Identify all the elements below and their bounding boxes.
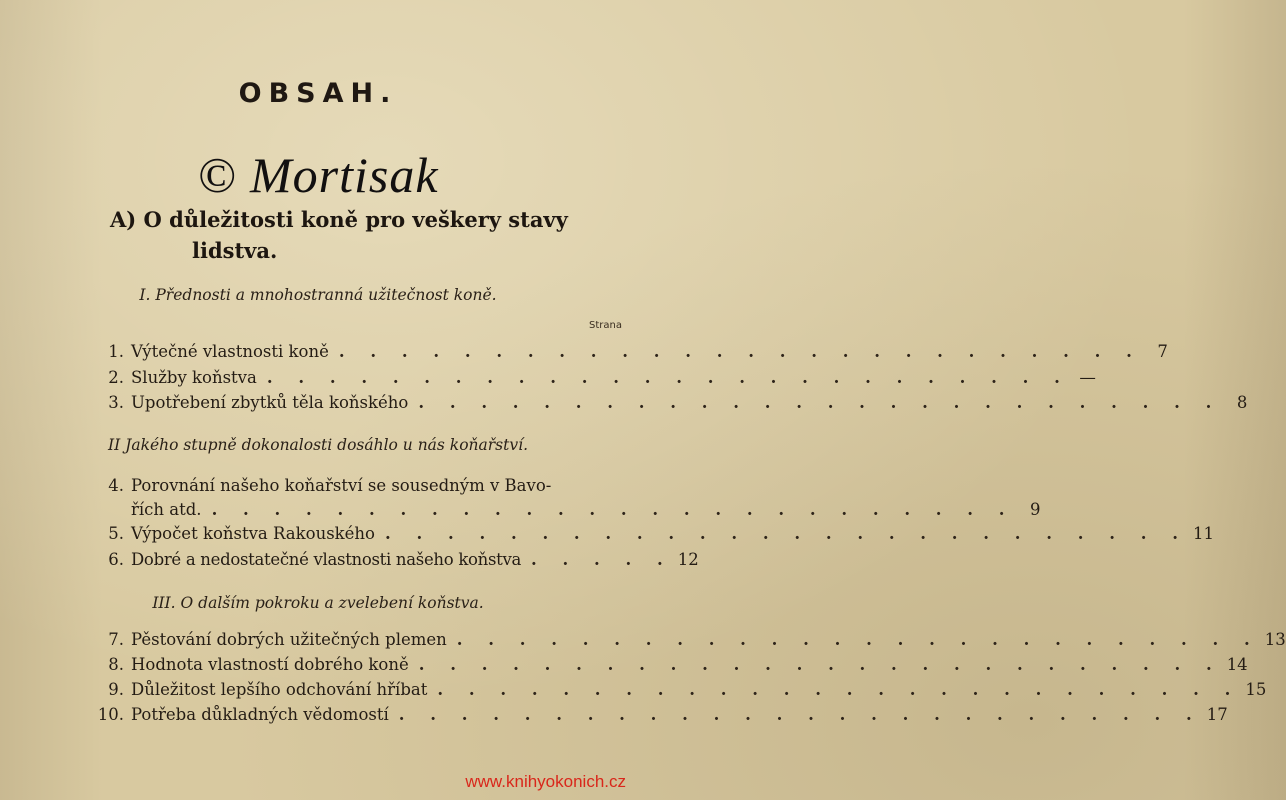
leader-dots: . . . . . . . . . . . . . . . . . . . . . . . . . . <box>211 500 1015 519</box>
leader-dots: . . . . . . . . . . . . . . . . . . . . . . . . . . <box>385 524 1188 543</box>
subsection-title: III. O dalším pokroku a zvelebení koňstva. <box>152 594 484 612</box>
entry-page: 15 <box>1245 680 1267 699</box>
toc-entry[interactable] <box>96 366 1096 390</box>
entry-number: 1. <box>108 342 124 361</box>
entry-page: — <box>1079 368 1096 387</box>
copyright-watermark: © Mortisak <box>197 147 439 203</box>
leader-dots: . . . . . . . . . . . . . . . . . . . . . . . . . . <box>398 705 1202 724</box>
entry-page: 13 <box>1264 630 1286 649</box>
entry-page: 14 <box>1226 655 1248 674</box>
entry-number: 6. <box>108 550 124 569</box>
entry-title-continuation: řích atd. <box>131 500 202 519</box>
entry-number: 2. <box>108 368 124 387</box>
entry-title: Potřeba důkladných vědomostí <box>131 705 389 724</box>
entry-title: Hodnota vlastností dobrého koně <box>131 655 409 674</box>
leader-dots: . . . . . . . . . . . . . . . . . . . . . . . . . . <box>266 368 1070 387</box>
subsection-title: I. Přednosti a mnohostranná užitečnost koně. <box>139 286 497 304</box>
toc-entry[interactable] <box>96 474 624 498</box>
leader-dots: . . . . . <box>531 550 673 569</box>
entry-title: Porovnání našeho koňařství se sousedným v Bavo- <box>131 476 552 495</box>
website-watermark: www.knihyokonich.cz <box>465 772 626 791</box>
page-heading: OBSAH. <box>238 78 398 109</box>
entry-number: 8. <box>108 655 124 674</box>
entry-title: Dobré a nedostatečné vlastnosti našeho koňstva <box>131 550 522 569</box>
toc-entry[interactable] <box>96 548 699 572</box>
entry-page: 11 <box>1192 524 1214 543</box>
leader-dots: . . . . . . . . . . . . . . . . . . . . . . . . . . <box>437 680 1241 699</box>
subsection-title: II Jakého stupně dokonalosti dosáhlo u nás koňařství. <box>107 436 528 454</box>
entry-title: Výtečné vlastnosti koně <box>131 342 329 361</box>
entry-number: 7. <box>108 630 124 649</box>
entry-number: 9. <box>108 680 124 699</box>
toc-entry[interactable] <box>96 391 1248 415</box>
leader-dots: . . . . . . . . . . . . . . . . . . . . . . . . . . <box>418 655 1222 674</box>
toc-entry[interactable] <box>96 522 1214 546</box>
entry-page: 17 <box>1206 705 1228 724</box>
entry-number: 3. <box>108 393 124 412</box>
entry-title: Služby koňstva <box>131 368 257 387</box>
toc-entry[interactable] <box>96 628 1286 652</box>
section-title <box>110 204 620 266</box>
entry-title: Výpočet koňstva Rakouského <box>131 524 375 543</box>
entry-page: 8 <box>1236 393 1248 412</box>
toc-entry[interactable] <box>96 653 1248 677</box>
page-column-label: Strana <box>589 320 622 331</box>
toc-entry[interactable] <box>96 678 1267 702</box>
section-title-line1: A) O důležitosti koně pro veškery stavy <box>110 207 568 232</box>
toc-entry[interactable] <box>96 340 1168 364</box>
toc-entry-continuation[interactable] <box>96 498 1041 522</box>
toc-entry[interactable] <box>96 703 1228 727</box>
entry-title: Upotřebení zbytků těla koňského <box>131 393 409 412</box>
entry-title: Pěstování dobrých užitečných plemen <box>131 630 447 649</box>
entry-number: 10. <box>97 705 124 724</box>
entry-page: 12 <box>677 550 699 569</box>
entry-number: 5. <box>108 524 124 543</box>
leader-dots: . . . . . . . . . . . . . . . . . . . . . . . . . . <box>456 630 1260 649</box>
leader-dots: . . . . . . . . . . . . . . . . . . . . . . . . . . <box>418 393 1222 412</box>
entry-number: 4. <box>108 476 124 495</box>
leader-dots: . . . . . . . . . . . . . . . . . . . . . . . . . . <box>338 342 1142 361</box>
section-title-line2: lidstva. <box>192 238 278 263</box>
entry-title: Důležitost lepšího odchování hříbat <box>131 680 428 699</box>
entry-page: 9 <box>1030 500 1041 519</box>
entry-page: 7 <box>1157 342 1168 361</box>
